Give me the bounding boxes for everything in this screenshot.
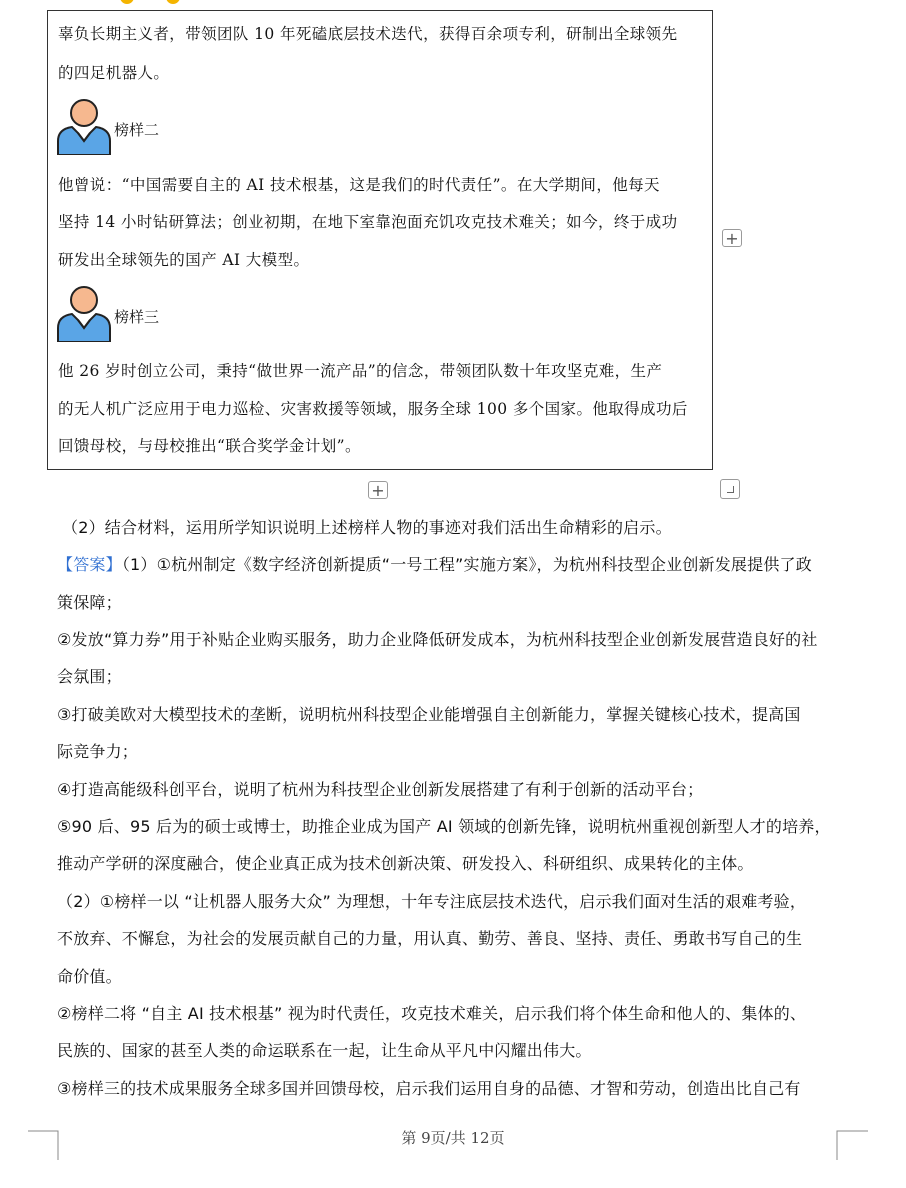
answer-tag: 【答案】 [57, 555, 122, 574]
person-avatar-icon [56, 97, 112, 155]
person-avatar-icon [56, 284, 112, 342]
table-line: 他 26 岁时创立公司，秉持“做世界一流产品”的信念，带领团队数十年攻坚克难，生产 [58, 362, 663, 380]
answer-line: 民族的、国家的甚至人类的命运联系在一起，让生命从平凡中闪耀出伟大。 [57, 1041, 592, 1060]
answer-line: ②发放“算力券”用于补贴企业购买服务，助力企业降低研发成本，为杭州科技型企业创新发展营造良好的社 [57, 630, 818, 649]
table-resize-handle[interactable] [720, 479, 740, 499]
table-line: 的无人机广泛应用于电力巡检、灾害救援等领域，服务全球 100 多个国家。他取得成功后 [58, 400, 688, 418]
add-row-button[interactable]: + [368, 481, 388, 499]
answer-line: 会氛围； [57, 667, 122, 686]
role-three-label: 榜样三 [114, 308, 160, 326]
top-clipped-decoration [120, 0, 230, 4]
table-line: 的四足机器人。 [58, 64, 170, 82]
answer-line: 命价值。 [57, 967, 122, 986]
add-column-button[interactable]: + [722, 229, 742, 247]
answer-line: ⑤90 后、95 后为的硕士或博士，助推企业成为国产 AI 领域的创新先锋，说明杭州重视创新型人才的培养， [57, 817, 831, 836]
answer-line: ③打破美欧对大模型技术的垄断，说明杭州科技型企业能增强自主创新能力，掌握关键核心技术，提高国 [57, 705, 801, 724]
answer-line: ②榜样二将 “自主 AI 技术根基” 视为时代责任，攻克技术难关，启示我们将个体生命和他人的、集体的、 [57, 1004, 807, 1023]
answer-line: 推动产学研的深度融合，使企业真正成为技术创新决策、研发投入、科研组织、成果转化的主体。 [57, 854, 754, 873]
table-line: 回馈母校，与母校推出“联合奖学金计划”。 [58, 437, 361, 455]
answer-line [57, 554, 812, 576]
answer-text: （1）①杭州制定《数字经济创新提质“一号工程”实施方案》，为杭州科技型企业创新发展提供了政 [121, 555, 812, 574]
table-line: 坚持 14 小时钻研算法；创业初期，在地下室靠泡面充饥攻克技术难关；如今，终于成功 [58, 213, 678, 231]
answer-line: 不放弃、不懈怠，为社会的发展贡献自己的力量，用认真、勤劳、善良、坚持、责任、勇敢书写自己的生 [57, 929, 803, 948]
answer-line: ③榜样三的技术成果服务全球多国并回馈母校，启示我们运用自身的品德、才智和劳动，创造出比自己有 [57, 1079, 801, 1098]
answer-line: （2）①榜样一以 “让机器人服务大众” 为理想，十年专注底层技术迭代，启示我们面对生活的艰难考验， [57, 892, 807, 911]
answer-line: ④打造高能级科创平台，说明了杭州为科技型企业创新发展搭建了有利于创新的活动平台； [57, 780, 704, 799]
role-two-label: 榜样二 [114, 121, 160, 139]
page-number: 第 9页/共 12页 [401, 1129, 505, 1147]
answer-line: 策保障； [57, 593, 122, 612]
material-table [47, 10, 713, 470]
table-line: 他曾说：“中国需要自主的 AI 技术根基，这是我们的时代责任”。在大学期间，他每天 [58, 176, 660, 194]
answer-line: 际竞争力； [57, 742, 139, 761]
table-line: 辜负长期主义者，带领团队 10 年死磕底层技术迭代，获得百余项专利，研制出全球领先 [58, 25, 678, 43]
question-text: （2）结合材料，运用所学知识说明上述榜样人物的事迹对我们活出生命精彩的启示。 [62, 518, 672, 537]
table-line: 研发出全球领先的国产 AI 大模型。 [58, 251, 310, 269]
